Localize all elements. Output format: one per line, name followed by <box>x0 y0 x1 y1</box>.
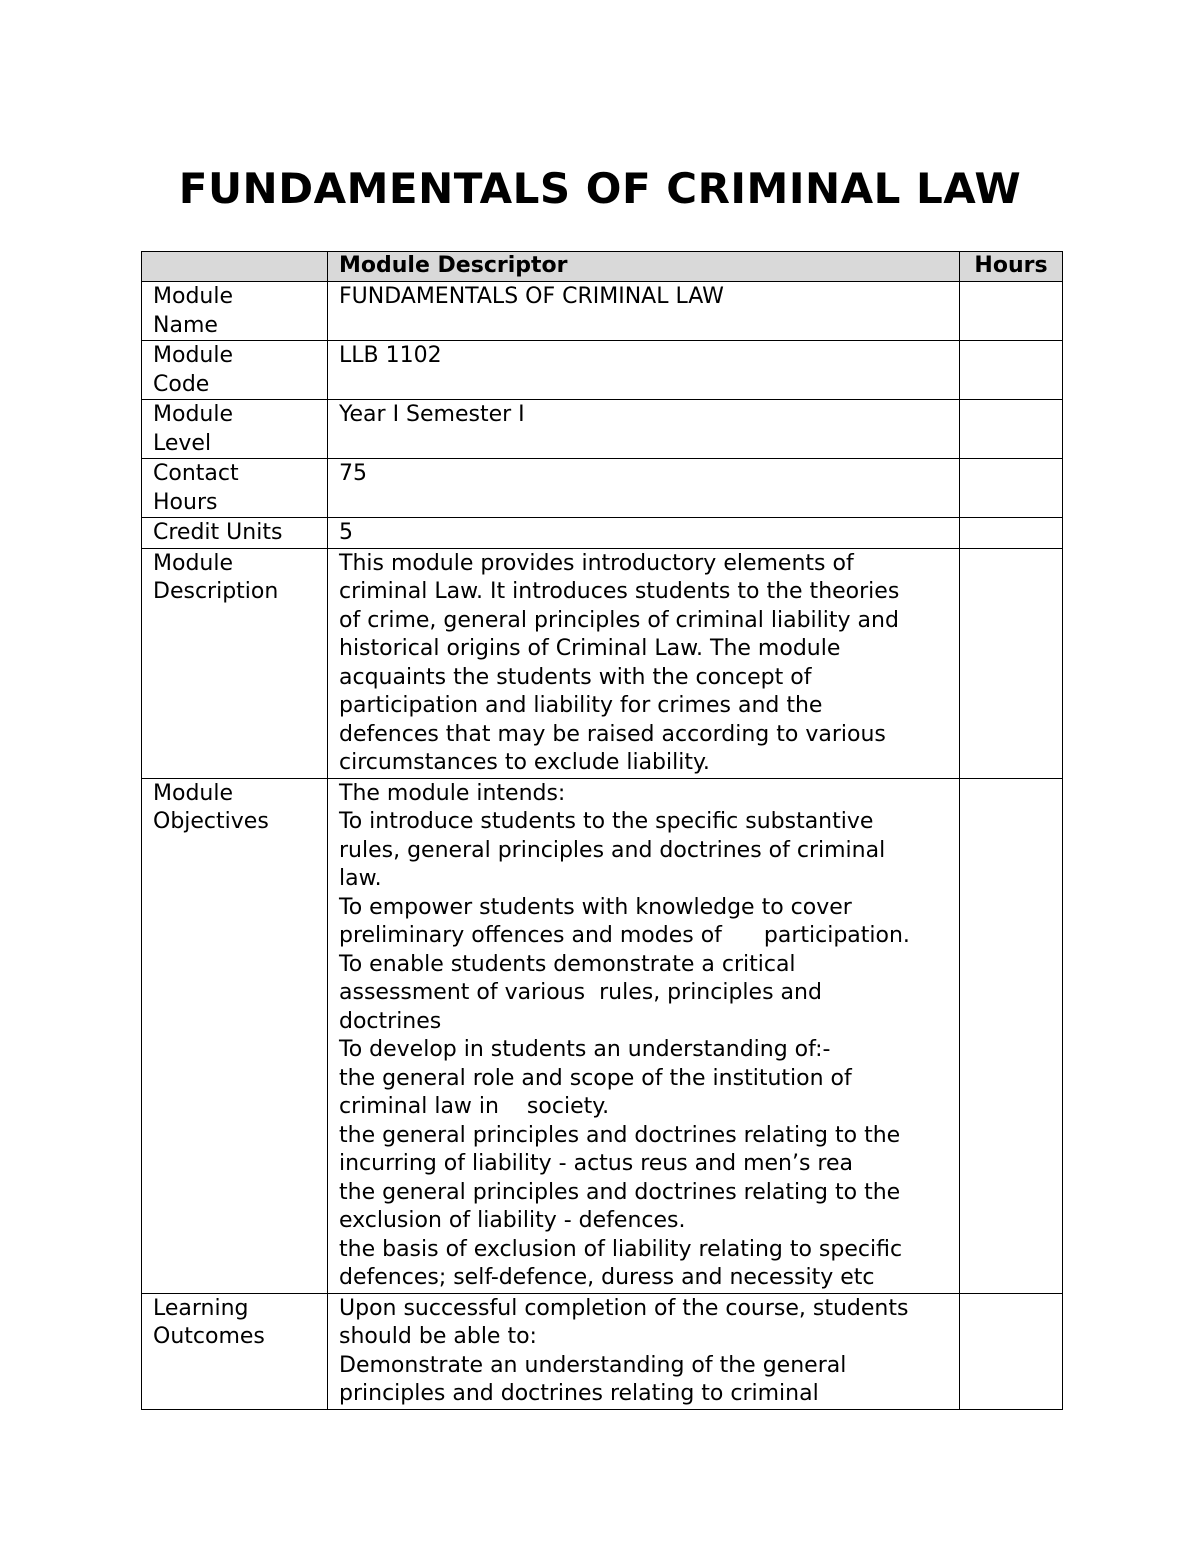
row-module-code <box>142 341 1063 400</box>
header-descriptor: Module Descriptor <box>328 252 960 282</box>
row-module-objectives <box>142 778 1063 1293</box>
row-label: Module Code <box>142 341 328 400</box>
row-label: Learning Outcomes <box>142 1293 328 1409</box>
row-hours <box>960 459 1063 518</box>
header-hours: Hours <box>960 252 1063 282</box>
row-contact-hours <box>142 459 1063 518</box>
row-value: This module provides introductory elements of criminal Law. It introduces students to the theories of crime, general principles of criminal liability and historical origins of Criminal Law. The module acquaints the students with the concept of participation and liability for crimes and the defences that may be raised according to various circumstances to exclude liability. <box>328 548 960 778</box>
row-hours <box>960 778 1063 1293</box>
row-hours <box>960 282 1063 341</box>
row-label: Credit Units <box>142 518 328 549</box>
row-label: Module Objectives <box>142 778 328 1293</box>
row-label: Contact Hours <box>142 459 328 518</box>
table-header-row <box>142 252 1063 282</box>
row-label: Module Level <box>142 400 328 459</box>
document-title: FUNDAMENTALS OF CRIMINAL LAW <box>178 164 1022 213</box>
row-value: FUNDAMENTALS OF CRIMINAL LAW <box>328 282 960 341</box>
row-hours <box>960 341 1063 400</box>
row-value: LLB 1102 <box>328 341 960 400</box>
header-label-cell <box>142 252 328 282</box>
row-hours <box>960 518 1063 549</box>
row-value: 5 <box>328 518 960 549</box>
module-descriptor-table <box>141 251 1063 1410</box>
row-value: The module intends: To introduce students to the specific substantive rules, general principles and doctrines of criminal law. To empower students with knowledge to cover preliminary offences and modes of participation. To enable students demonstrate a critical assessment of various rules, principles and doctrines To develop in students an understanding of:- the general role and scope of the institution of criminal law in society. the general principles and doctrines relating to the incurring of liability - actus reus and men’s rea the general principles and doctrines relating to the exclusion of liability - defences. the basis of exclusion of liability relating to specific defences; self-defence, duress and necessity etc <box>328 778 960 1293</box>
row-value: Year I Semester I <box>328 400 960 459</box>
row-learning-outcomes <box>142 1293 1063 1409</box>
row-module-name <box>142 282 1063 341</box>
row-hours <box>960 1293 1063 1409</box>
row-module-level <box>142 400 1063 459</box>
row-hours <box>960 400 1063 459</box>
row-value: Upon successful completion of the course, students should be able to: Demonstrate an understanding of the general principles and doctrines relating to criminal <box>328 1293 960 1409</box>
row-credit-units <box>142 518 1063 549</box>
row-value: 75 <box>328 459 960 518</box>
row-module-description <box>142 548 1063 778</box>
row-hours <box>960 548 1063 778</box>
row-label: Module Description <box>142 548 328 778</box>
row-label: Module Name <box>142 282 328 341</box>
